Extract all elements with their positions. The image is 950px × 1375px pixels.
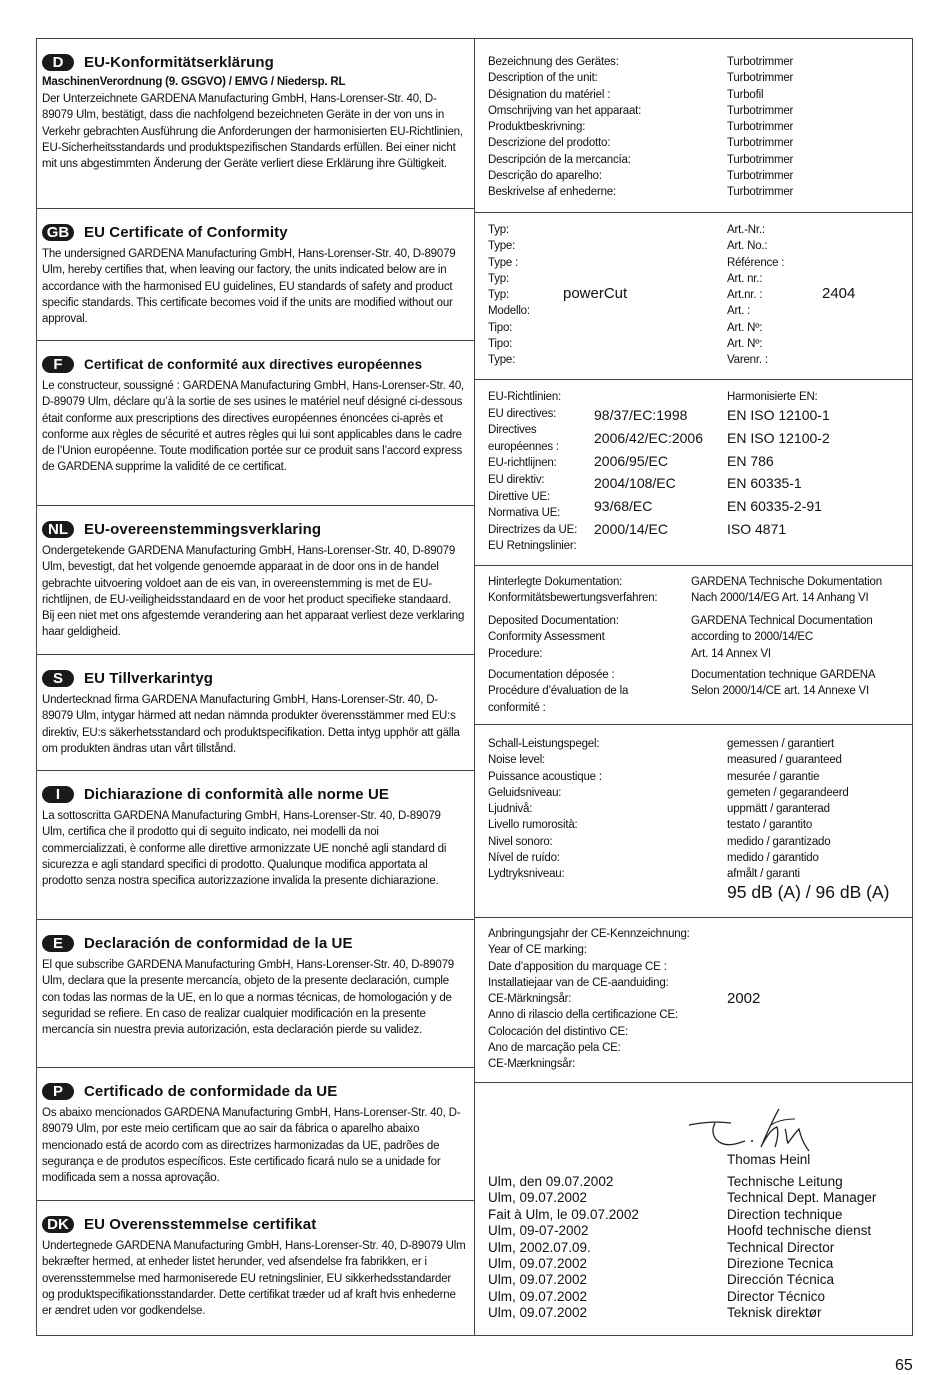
text-line: Art. No.: <box>727 240 768 253</box>
text-line: Descrizione del prodotto: <box>488 137 611 150</box>
section-se <box>36 654 474 770</box>
text-line: afmålt / garanti <box>727 868 800 881</box>
text-line: Descripción de la mercancía: <box>488 153 631 166</box>
description-values <box>727 54 793 201</box>
text-line: Anbringungsjahr der CE-Kennzeichnung: <box>488 928 690 940</box>
handwritten-signature <box>685 1099 825 1159</box>
text-line: Turbotrimmer <box>727 170 794 183</box>
section-body: Undertegnede GARDENA Manufacturing GmbH, Hans-Lorenser-Str. 40, D-89079 Ulm bekræfter hermed, at enheder listet herunder, ved afsendelse fra fabrikken, er i overensstemmelse med harmoniserede EU retningslinier, EU sikkerhedsstandarder og produktspecifikationsstandarder. Dette certifikat træder ud af kraft hvis enhederne er ændret uden vor godkendelse. <box>42 1240 466 1318</box>
text-line: EU-richtlijnen: <box>488 457 557 470</box>
text-line: Turbotrimmer <box>727 186 794 199</box>
documentation-en-values <box>691 613 873 662</box>
text-line: Turbotrimmer <box>727 56 794 68</box>
text-line: Directrizes da UE: <box>488 523 578 536</box>
text-line: 2006/42/EC:2006 <box>594 429 703 446</box>
section-gb <box>36 208 474 340</box>
language-badge: DK <box>42 1216 74 1233</box>
text-line: Nível de ruído: <box>488 852 560 865</box>
noise-values <box>727 736 849 883</box>
text-line: Art.-Nr.: <box>727 224 765 236</box>
section-title: EU Tillverkarintyg <box>84 669 214 687</box>
text-line: Ulm, 09.07.2002 <box>488 1272 588 1288</box>
text-line: medido / garantido <box>727 852 819 865</box>
text-line: Turbofil <box>727 88 764 101</box>
text-line: Ano de marcação pela CE: <box>488 1042 621 1055</box>
text-line: Varenr. : <box>727 354 768 367</box>
page-number: 65 <box>895 1357 913 1374</box>
documentation-de-values <box>691 574 882 607</box>
text-line: Livello rumorosità: <box>488 819 578 832</box>
text-line: Anno di rilascio della certificazione CE: <box>488 1009 678 1022</box>
ce-marking-block <box>475 917 913 1082</box>
text-line: Selon 2000/14/CE art. 14 Annexe VI <box>691 685 869 698</box>
section-body: Ondergetekende GARDENA Manufacturing GmbH, Hans-Lorenser-Str. 40, D-89079 Ulm, bevestigt, dat het volgende genoemde apparaat in de door ons in de handel gebrachte uitvoering voldoet aan de eis van, in overeenstemming is met de EU-richtlijnen, de EU-veiligheidsstandaard en de voor het product specifieke standaard. Bij een niet met ons afgestemde verandering aan het apparaat verliest deze verklaring haar geldigheid. <box>42 545 465 639</box>
language-badge: E <box>42 935 74 952</box>
text-line: Colocación del distintivo CE: <box>488 1025 628 1038</box>
text-line: Konformitätsbewertungsverfahren: <box>488 592 658 605</box>
directives-block <box>475 379 913 565</box>
text-line: measured / guaranteed <box>727 754 842 767</box>
text-line: européennes : <box>488 440 559 453</box>
language-badge: P <box>42 1083 74 1100</box>
text-line: Type: <box>488 354 516 367</box>
harmonised-label: Harmonisierte EN: <box>727 391 818 403</box>
section-it <box>36 770 474 919</box>
language-badge: S <box>42 670 74 687</box>
text-line: Ulm, 09.07.2002 <box>488 1288 588 1304</box>
section-title: EU Overensstemmelse certifikat <box>84 1215 317 1233</box>
text-line: Technische Leitung <box>727 1174 843 1189</box>
text-line: Directives <box>488 424 537 437</box>
text-line: Modello: <box>488 305 530 318</box>
text-line: EN ISO 12100-2 <box>727 429 830 446</box>
text-line: Turbotrimmer <box>727 153 794 166</box>
text-line: Turbotrimmer <box>727 121 794 134</box>
text-line: Descrição do aparelho: <box>488 170 602 183</box>
text-line: conformité : <box>488 701 546 714</box>
language-badge: NL <box>42 521 74 538</box>
text-line: Désignation du matériel : <box>488 88 611 101</box>
text-line: Ulm, 2002.07.09. <box>488 1239 591 1255</box>
section-title: EU Certificate of Conformity <box>84 223 288 241</box>
text-line: Turbotrimmer <box>727 72 794 85</box>
section-fr <box>36 340 474 505</box>
text-line: Geluidsniveau: <box>488 786 562 799</box>
text-line: Turbotrimmer <box>727 137 794 150</box>
text-line: Description of the unit: <box>488 72 598 85</box>
text-line: testato / garantito <box>727 819 813 832</box>
text-line: GARDENA Technische Dokumentation <box>691 576 882 588</box>
text-line: EN 60335-2-91 <box>727 498 822 515</box>
text-line: EU directives: <box>488 407 557 420</box>
type-block <box>475 212 913 379</box>
text-line: 98/37/EC:1998 <box>594 407 688 423</box>
article-number: 2404 <box>822 285 856 302</box>
text-line: Ulm, 09.07.2002 <box>488 1305 588 1321</box>
text-line: EU Retningslinier: <box>488 540 577 553</box>
text-line: Ulm, den 09.07.2002 <box>488 1174 614 1189</box>
text-line: Technical Dept. Manager <box>727 1190 877 1206</box>
section-title: EU-Konformitätserklärung <box>84 53 274 71</box>
text-line: Puissance acoustique : <box>488 770 602 783</box>
text-line: Art. 14 Annex VI <box>691 647 771 660</box>
text-line: Noise level: <box>488 754 546 767</box>
text-line: Art. Nº: <box>727 321 763 334</box>
signature-dates <box>488 1174 639 1322</box>
text-line: Tipo: <box>488 321 513 334</box>
text-line: mesurée / garantie <box>727 770 820 783</box>
noise-labels <box>488 736 602 883</box>
directive-values <box>594 404 703 541</box>
section-body: La sottoscritta GARDENA Manufacturing GmbH, Hans-Lorenser-Str. 40, D-89079 Ulm, certifica che il prodotto qui di seguito indicato, nei modelli da noi commercializzati, è conforme alle direttive armonizzate UE nonché agli standard di sicurezza e agli standard specifici di prodotto. Qualunque modifica apportata al prodotto senza nostra specifica autorizzazione invalida la presente dichiarazione. <box>42 810 447 888</box>
text-line: Director Técnico <box>727 1288 826 1304</box>
harmonised-values <box>727 404 830 541</box>
text-line: gemeten / gegarandeerd <box>727 786 849 799</box>
section-title: Certificado de conformidade da UE <box>84 1082 338 1100</box>
text-line: Typ: <box>488 224 509 236</box>
signature-block <box>475 1082 913 1336</box>
text-line: EU-Richtlinien: <box>488 391 562 403</box>
text-line: Procédure d’évaluation de la <box>488 685 629 698</box>
text-line: Art. nr.: <box>727 272 763 285</box>
text-line: Turbotrimmer <box>727 104 794 117</box>
article-labels <box>727 222 784 369</box>
language-badge: D <box>42 54 74 71</box>
text-line: Produktbeskrivning: <box>488 121 586 134</box>
text-line: 2000/14/EC <box>594 520 668 537</box>
text-line: EN 60335-1 <box>727 475 802 492</box>
text-line: 2004/108/EC <box>594 475 676 492</box>
text-line: CE-Märkningsår: <box>488 993 572 1006</box>
section-title: EU-overeenstemmingsverklaring <box>84 520 322 538</box>
text-line: ISO 4871 <box>727 520 787 537</box>
text-line: EN ISO 12100-1 <box>727 407 830 423</box>
section-title: Declaración de conformidad de la UE <box>84 934 353 952</box>
text-line: Tipo: <box>488 338 513 351</box>
text-line: Ulm, 09.07.2002 <box>488 1256 588 1272</box>
section-subtitle: MaschinenVerordnung (9. GSGVO) / EMVG / Niedersp. RL <box>42 76 346 88</box>
text-line: Beskrivelse af enhederne: <box>488 186 616 199</box>
text-line: Year of CE marking: <box>488 944 587 957</box>
text-line: Typ: <box>488 272 509 285</box>
directive-labels <box>488 389 577 555</box>
text-line: Installatiejaar van de CE-aanduiding: <box>488 976 669 989</box>
section-body: The undersigned GARDENA Manufacturing GmbH, Hans-Lorenser-Str. 40, D-89079 Ulm, hereby certifies that, when leaving our factory, the units indicated below are in accordance with the harmonised EU guidelines, EU standards of safety and product specific standards. This certificate becomes void if the units are modified without our approval. <box>42 248 456 326</box>
language-badge: GB <box>42 224 74 241</box>
signatory-positions <box>727 1174 876 1322</box>
type-labels <box>488 222 530 369</box>
text-line: Technical Director <box>727 1239 835 1255</box>
text-line: Type : <box>488 256 519 269</box>
text-line: according to 2000/14/EC <box>691 631 813 644</box>
text-line: Bezeichnung des Gerätes: <box>488 56 619 68</box>
text-line: Hinterlegte Dokumentation: <box>488 576 623 588</box>
documentation-fr-labels <box>488 667 628 716</box>
signatory-name: Thomas Heinl <box>727 1152 811 1167</box>
language-badge: F <box>42 356 74 373</box>
text-line: Typ: <box>488 289 509 302</box>
text-line: Omschrijving van het apparaat: <box>488 104 642 117</box>
text-line: Ulm, 09-07-2002 <box>488 1223 589 1239</box>
text-line: Nivel sonoro: <box>488 835 553 848</box>
text-line: Type: <box>488 240 516 253</box>
section-body: Undertecknad firma GARDENA Manufacturing GmbH, Hans-Lorenser-Str. 40, D-89079 Ulm, intygar härmed att nedan nämnda produkter överensstämmer med EU:s direktiv, EU:s säkerhetsstandard och produktspecifikation. Detta intyg upphör att gälla om produkten ändras utan vårt tillstånd. <box>42 694 460 755</box>
text-line: Ulm, 09.07.2002 <box>488 1190 588 1206</box>
section-de <box>36 39 474 208</box>
text-line: 93/68/EC <box>594 498 653 515</box>
text-line: Référence : <box>727 256 785 269</box>
documentation-en-labels <box>488 613 619 662</box>
text-line: Direttive UE: <box>488 490 550 503</box>
section-body: El que subscribe GARDENA Manufacturing GmbH, Hans-Lorenser-Str. 40, D-89079 Ulm, declara que la presente mercancía, objeto de la presente declaración, cumple con todas las normas de la UE, en lo que a normas técnicas, de homologación y de seguridad se refiere. En caso de realizar cualquier modificación en la presente mercancía sin nuestra previa autorización, esta declaración pierde su validez. <box>42 959 454 1037</box>
section-es <box>36 919 474 1067</box>
text-line: 2006/95/EC <box>594 452 668 469</box>
text-line: Art. : <box>727 305 751 318</box>
text-line: Documentation technique GARDENA <box>691 669 876 681</box>
text-line: Documentation déposée : <box>488 669 615 681</box>
description-labels <box>488 54 641 201</box>
text-line: Direction technique <box>727 1206 843 1222</box>
text-line: Conformity Assessment <box>488 631 605 644</box>
section-title: Certificat de conformité aux directives européennes <box>84 356 423 372</box>
text-line: Lydtryksniveau: <box>488 868 565 881</box>
language-badge: I <box>42 786 74 803</box>
text-line: Schall-Leistungspegel: <box>488 738 600 750</box>
text-line: Art.nr. : <box>727 289 763 302</box>
noise-level-value: 95 dB (A) / 96 dB (A) <box>727 882 890 902</box>
documentation-de-labels <box>488 574 657 607</box>
text-line: CE-Mærkningsår: <box>488 1058 576 1071</box>
text-line: GARDENA Technical Documentation <box>691 615 873 627</box>
text-line: uppmätt / garanterad <box>727 803 830 816</box>
section-body: Os abaixo mencionados GARDENA Manufacturing GmbH, Hans-Lorenser-Str. 40, D-89079 Ulm, por este meio certificam que ao sair da fábrica o aparelho abaixo mencionado está de acordo com as directrizes harmonizadas da UE, padrões de segurança e de produtos específicos. Este certificado ficará nulo se a unidade for modificada sem a nossa aprovação. <box>42 1107 461 1185</box>
model-name: powerCut <box>563 285 628 302</box>
documentation-fr-values <box>691 667 875 700</box>
noise-block <box>475 724 913 917</box>
text-line: Procedure: <box>488 647 543 660</box>
section-dk <box>36 1200 474 1336</box>
description-block <box>475 39 913 212</box>
text-line: EU direktiv: <box>488 473 545 486</box>
section-nl <box>36 505 474 654</box>
section-title: Dichiarazione di conformità alle norme UE <box>84 785 390 803</box>
text-line: Direzione Tecnica <box>727 1256 834 1272</box>
section-pt <box>36 1067 474 1200</box>
ce-year: 2002 <box>727 990 761 1007</box>
section-body: Der Unterzeichnete GARDENA Manufacturing GmbH, Hans-Lorenser-Str. 40, D-89079 Ulm, bestätigt, dass die nachfolgend bezeichneten Geräte in der von uns in Verkehr gebrachten Ausführung die Anforderungen der harmonisierten EU-Richtlinien, EU-Sicherheitsstandards und produktspezifischen Standards erfüllen. Bei einer nicht mit uns abgestimmten Änderung der Geräte verliert diese Erklärung ihre Gültigkeit. <box>42 93 463 171</box>
text-line: Hoofd technische dienst <box>727 1223 872 1239</box>
section-body: Le constructeur, soussigné : GARDENA Manufacturing GmbH, Hans-Lorenser-Str. 40, D-89079 Ulm, déclare qu’à la sortie de ses usines le matériel neuf désigné ci-dessous était conforme aux prescriptions des directives européennes énoncées ci-après et conforme aux règles de sécurité et autres règles qui lui sont applicables dans le cadre de l’Union européenne. Toute modification portée sur ce produit sans l’accord express de GARDENA supprime la validité de ce certificat. <box>42 380 465 474</box>
text-line: Deposited Documentation: <box>488 615 619 627</box>
ce-labels <box>488 926 690 1073</box>
text-line: medido / garantizado <box>727 835 831 848</box>
text-line: Teknisk direktør <box>727 1305 822 1321</box>
text-line: EN 786 <box>727 452 774 469</box>
text-line: Art. Nº: <box>727 338 763 351</box>
text-line: Nach 2000/14/EG Art. 14 Anhang VI <box>691 592 869 605</box>
documentation-block <box>475 565 913 724</box>
text-line: gemessen / garantiert <box>727 738 835 750</box>
text-line: Dirección Técnica <box>727 1272 835 1288</box>
text-line: Normativa UE: <box>488 507 561 520</box>
text-line: Ljudnivå: <box>488 803 533 816</box>
text-line: Fait à Ulm, le 09.07.2002 <box>488 1206 639 1222</box>
text-line: Date d’apposition du marquage CE : <box>488 960 667 973</box>
